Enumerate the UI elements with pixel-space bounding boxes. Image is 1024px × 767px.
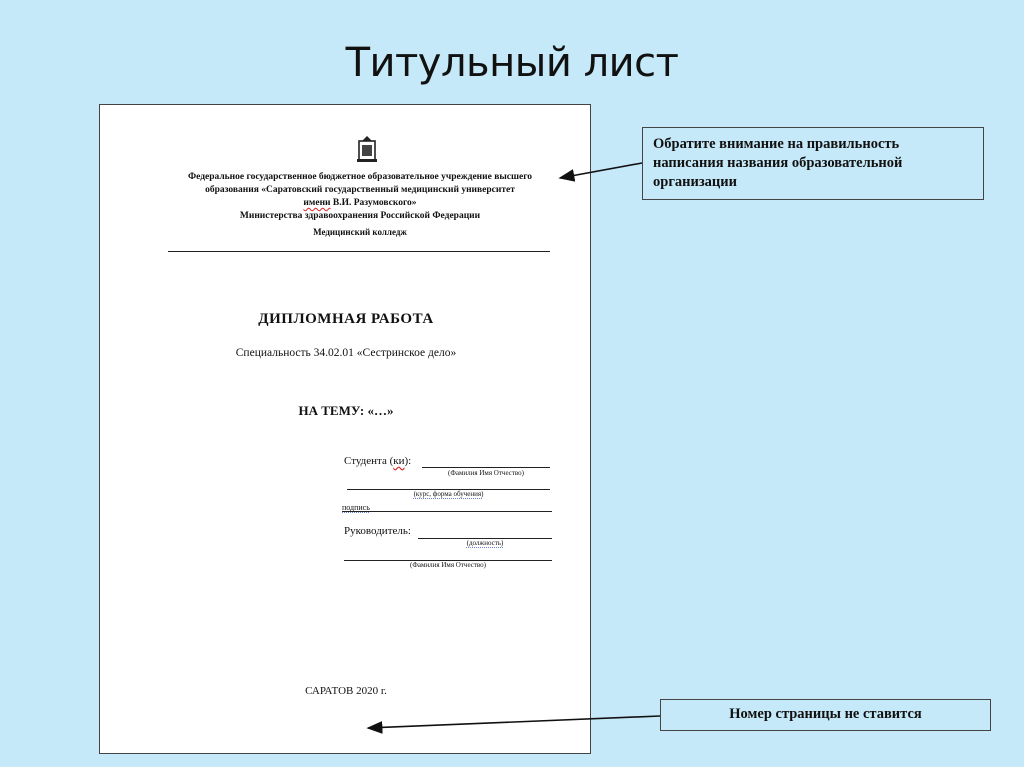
specialty: Специальность 34.02.01 «Сестринское дело» bbox=[235, 347, 457, 359]
organization-name bbox=[160, 171, 560, 223]
student-name-line bbox=[422, 467, 550, 468]
position-hint-text: (должность) bbox=[466, 539, 504, 547]
org-name-callout: Обратите внимание на правильность написания названия образовательной организации bbox=[642, 127, 984, 200]
signature-line bbox=[342, 511, 552, 512]
student-label-part-c: ): bbox=[404, 455, 412, 467]
university-emblem-icon bbox=[356, 135, 378, 163]
header-divider bbox=[168, 251, 550, 252]
supervisor-name-hint: (Фамилия Имя Отчество) bbox=[410, 561, 486, 569]
org-line-1: Федеральное государственное бюджетное образовательное учреждение высшего bbox=[187, 172, 533, 182]
course-hint-text: (курс, форма обучения) bbox=[413, 490, 484, 498]
org-line-4: Министерства здравоохранения Российской Федерации bbox=[239, 211, 481, 221]
title-page-document bbox=[99, 104, 591, 754]
topic: НА ТЕМУ: «…» bbox=[298, 403, 394, 418]
course-hint bbox=[347, 490, 550, 498]
signature-label-text: подпись bbox=[342, 503, 370, 512]
student-label bbox=[344, 455, 411, 467]
city-year: САРАТОВ 2020 г. bbox=[305, 685, 387, 697]
page-number-callout: Номер страницы не ставится bbox=[660, 699, 991, 731]
student-name-hint: (Фамилия Имя Отчество) bbox=[448, 469, 524, 477]
org-line-3-part-a: имени bbox=[303, 198, 331, 208]
org-line-2: образования «Саратовский государственный медицинский университет bbox=[205, 185, 515, 195]
org-line-3-part-b: В.И. Разумовского» bbox=[330, 198, 417, 208]
student-label-part-a: Студента ( bbox=[344, 455, 394, 467]
slide-title: Титульный лист bbox=[345, 40, 679, 86]
supervisor-label: Руководитель: bbox=[344, 525, 411, 537]
org-line-3 bbox=[160, 197, 560, 210]
document-type: ДИПЛОМНАЯ РАБОТА bbox=[258, 311, 434, 327]
position-hint bbox=[418, 539, 552, 547]
college-name: Медицинский колледж bbox=[313, 227, 407, 237]
student-label-part-b: ки bbox=[393, 455, 405, 467]
